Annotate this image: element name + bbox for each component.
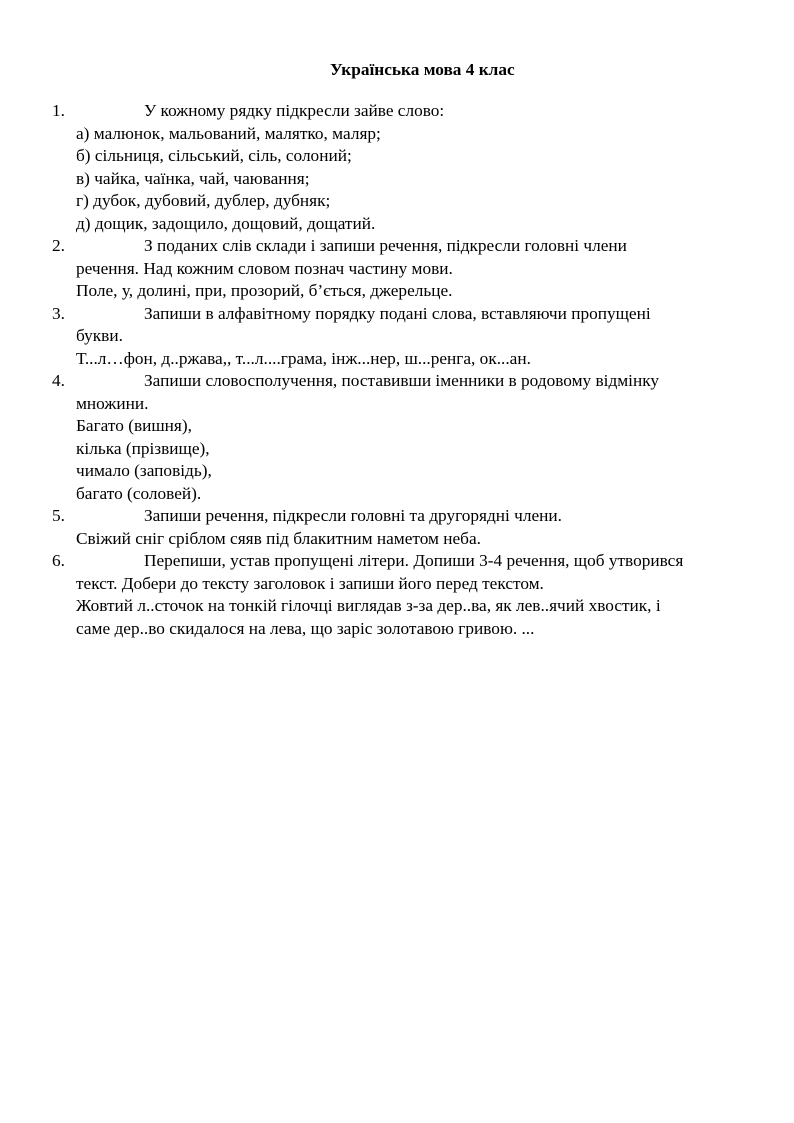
task-instruction: З поданих слів склади і запиши речення, підкресли головні члени (144, 236, 627, 255)
task-line: г) дубок, дубовий, дублер, дубняк; (76, 191, 331, 210)
task-instruction: Запиши словосполучення, поставивши іменники в родовому відмінку (144, 371, 660, 390)
task-list (0, 100, 794, 640)
task-number: 3. (52, 303, 65, 323)
task-number: 2. (52, 236, 65, 255)
task-line: Жовтий л..сточок на тонкій гілочці виглядав з-за дер..ва, як лев..ячий хвостик, і (76, 596, 661, 615)
task-4 (0, 370, 794, 505)
task-number: 4. (52, 371, 65, 390)
page-title: Українська мова 4 клас (330, 60, 515, 79)
task-line: Т...л…фон, д..ржава,, т...л....грама, інж...нер, ш...ренга, ок...ан. (76, 348, 531, 368)
task-instruction: Перепиши, устав пропущені літери. Допиши 3-4 речення, щоб утворився (144, 551, 684, 570)
task-instruction: Запиши речення, підкресли головні та другорядні члени. (144, 506, 562, 525)
task-line: текст. Добери до тексту заголовок і запиши його перед текстом. (76, 573, 544, 593)
task-line: б) сільниця, сільський, сіль, солоний; (76, 146, 352, 165)
task-6 (0, 550, 794, 640)
task-5 (0, 505, 794, 550)
task-line: багато (соловей). (76, 483, 202, 503)
task-3 (0, 303, 794, 371)
task-line: чимало (заповідь), (76, 461, 212, 480)
task-number: 5. (52, 506, 65, 525)
task-line: Свіжий сніг сріблом сяяв під блакитним наметом неба. (76, 528, 481, 548)
task-line: множини. (76, 393, 149, 413)
task-line: Багато (вишня), (76, 416, 192, 435)
task-2 (0, 235, 794, 303)
task-instruction: У кожному рядку підкресли зайве слово: (144, 101, 445, 120)
task-line: в) чайка, чаїнка, чай, чаювання; (76, 168, 310, 188)
task-line: кілька (прізвище), (76, 438, 210, 458)
task-1 (0, 100, 794, 235)
task-instruction: Запиши в алфавітному порядку подані слова, вставляючи пропущені (144, 303, 651, 323)
task-line: саме дер..во скидалося на лева, що заріс золотавою гривою. ... (76, 618, 535, 638)
task-line: букви. (76, 326, 123, 345)
task-line: д) дощик, задощило, дощовий, дощатий. (76, 213, 376, 233)
task-line: а) малюнок, мальований, малятко, маляр; (76, 123, 381, 143)
task-number: 6. (52, 551, 65, 570)
task-line: речення. Над кожним словом познач частину мови. (76, 258, 453, 278)
task-line: Поле, у, долині, при, прозорий, б’ється, джерельце. (76, 281, 453, 300)
task-number: 1. (52, 101, 65, 120)
